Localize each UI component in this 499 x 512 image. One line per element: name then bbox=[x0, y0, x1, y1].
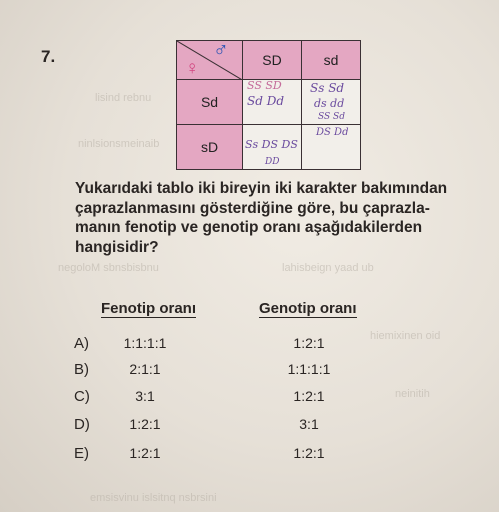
handwritten-genotype: Sd Dd bbox=[247, 94, 285, 108]
genotype-ratio: 1:2:1 bbox=[293, 335, 325, 351]
offspring-cell bbox=[242, 79, 302, 125]
male-gamete-header: SD bbox=[242, 40, 302, 80]
offspring-cell bbox=[242, 124, 302, 170]
option-letter: A) bbox=[74, 335, 89, 352]
option-letter: C) bbox=[74, 388, 90, 405]
handwritten-genotype: DD bbox=[265, 157, 280, 167]
punnett-table bbox=[176, 40, 361, 170]
question-line: hangisidir? bbox=[75, 238, 159, 256]
option-letter: D) bbox=[74, 416, 90, 433]
bleed-through-text: lisind rebnu bbox=[95, 92, 152, 104]
male-symbol-icon: ♂ bbox=[213, 38, 229, 61]
offspring-cell bbox=[301, 79, 361, 125]
female-gamete-header: Sd bbox=[176, 79, 243, 125]
phenotype-ratio: 2:1:1 bbox=[129, 361, 161, 377]
question-line: manın fenotip ve genotip oranı aşağıdakilerden bbox=[75, 219, 423, 236]
male-gamete-header: sd bbox=[301, 40, 361, 80]
handwritten-genotype: SS Sd bbox=[318, 112, 345, 122]
corner-cell bbox=[176, 40, 243, 80]
handwritten-genotype: Ss DS DS bbox=[245, 138, 298, 151]
phenotype-ratio: 3:1 bbox=[135, 388, 155, 404]
answer-option-d[interactable] bbox=[0, 416, 499, 438]
option-letter: E) bbox=[74, 445, 89, 462]
phenotype-ratio: 1:1:1:1 bbox=[123, 335, 167, 351]
phenotype-column-header: Fenotip oranı bbox=[101, 300, 196, 317]
genotype-ratio: 1:1:1:1 bbox=[287, 361, 331, 377]
phenotype-ratio: 1:2:1 bbox=[129, 416, 161, 432]
answer-option-a[interactable] bbox=[0, 335, 499, 357]
offspring-cell bbox=[301, 124, 361, 170]
genotype-ratio: 1:2:1 bbox=[293, 445, 325, 461]
answer-option-b[interactable] bbox=[0, 361, 499, 383]
genotype-ratio: 1:2:1 bbox=[293, 388, 325, 404]
bleed-through-text: negoloM sbnsbisbnu bbox=[58, 262, 159, 274]
question-line: Yukarıdaki tablo iki bireyin iki karakter bakımından bbox=[75, 180, 448, 197]
female-symbol-icon: ♀ bbox=[185, 58, 200, 79]
bleed-through-text: emsisvinu islsitnq nsbrsini bbox=[90, 492, 217, 504]
bleed-through-text: ninlsionsmeinaib bbox=[78, 138, 160, 150]
bleed-through-text: neinitih bbox=[395, 388, 430, 400]
option-letter: B) bbox=[74, 361, 89, 378]
female-gamete-header: sD bbox=[176, 124, 243, 170]
question-number: 7. bbox=[41, 47, 56, 66]
handwritten-genotype: Ss Sd bbox=[310, 81, 345, 95]
question-line: çaprazlanmasını gösterdiğine göre, bu çaprazla- bbox=[75, 199, 430, 217]
genotype-ratio: 3:1 bbox=[299, 416, 319, 432]
question-text bbox=[75, 179, 475, 257]
answer-option-e[interactable] bbox=[0, 445, 499, 467]
bleed-through-text: hiemixinen oid bbox=[370, 330, 441, 342]
answer-option-c[interactable] bbox=[0, 388, 499, 410]
handwritten-genotype: DS Dd bbox=[316, 127, 349, 138]
phenotype-ratio: 1:2:1 bbox=[129, 445, 161, 461]
bleed-through-text: lahisbeign yaad ub bbox=[282, 262, 374, 274]
handwritten-genotype: SS SD bbox=[247, 79, 282, 92]
handwritten-genotype: ds dd bbox=[314, 97, 345, 110]
genotype-column-header: Genotip oranı bbox=[259, 300, 357, 317]
